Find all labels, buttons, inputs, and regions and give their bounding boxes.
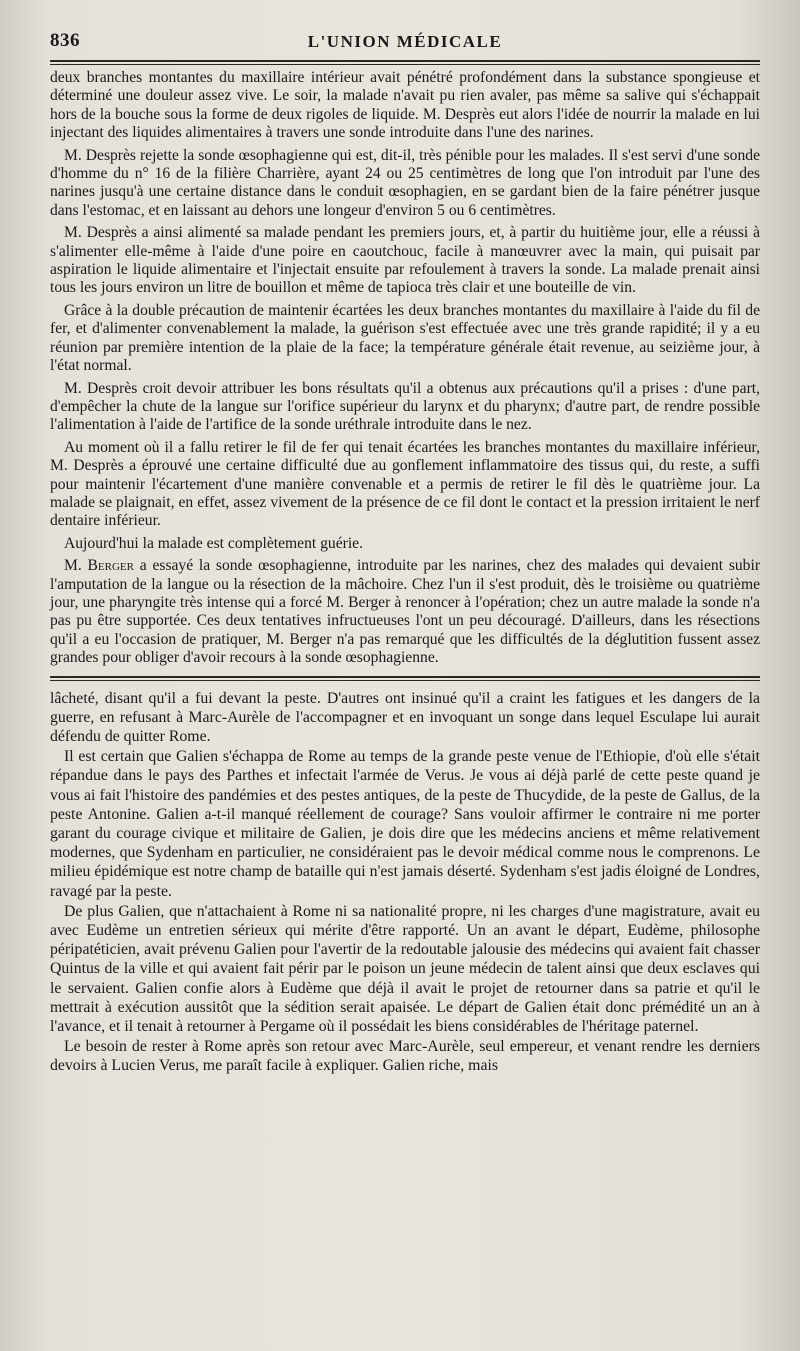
- page-number: 836: [50, 30, 80, 51]
- paragraph: M. Desprès rejette la sonde œsophagienne qui est, dit-il, très pénible pour les malades. Il s'est servi d'une sonde d'homme du n° 16 de la filière Charrière, ayant 24 ou 25 centimètres de long que l'on introduit par l'une des narines jusqu'à une certaine distance dans le conduit œsophagien, en se gardant bien de la faire pénétrer jusque dans l'estomac, et en laissant au dehors une longeur d'environ 5 ou 6 centimètres.: [50, 146, 760, 219]
- header-rule: [50, 60, 760, 65]
- paragraph: Grâce à la double précaution de maintenir écartées les deux branches montantes du maxillaire à l'aide du fil de fer, et d'alimenter convenablement la malade, la guérison s'est effectuée avec une très grande rapidité; il y a eu réunion par première intention de la plaie de la face; la température générale était revenue, au seizième jour, à l'état normal.: [50, 301, 760, 375]
- paragraph: Il est certain que Galien s'échappa de Rome au temps de la grande peste venue de l'Ethiopie, d'où elle s'était répandue dans le pays des Parthes et infectait l'armée de Verus. Je vous ai déjà parlé de cette peste quand je vous ai fait l'histoire des pandémies et des pestes antiques, de la peste de Thucydide, de la peste de Gallus, de la peste Antonine. Galien a-t-il manqué réellement de courage? Sans vouloir affirmer le contraire ni me porter garant du courage civique et militaire de Galien, je dois dire que les médecins anciens et même relativement modernes, que Sydenham en particulier, ne considéraient pas le devoir médical comme nous le comprenons. Le milieu épidémique est notre champ de bataille qui n'est jamais déserté. Sydenham s'est jadis éloigné de Londres, ravagé par la peste.: [50, 748, 760, 900]
- paragraph: lâcheté, disant qu'il a fui devant la peste. D'autres ont insinué qu'il a craint les fatigues et les dangers de la guerre, en refusant à Marc-Aurèle de l'accompagner et en invoquant un songe dans lequel Esculape lui aurait défendu de quitter Rome.: [50, 689, 760, 745]
- paragraph: M. Desprès croit devoir attribuer les bons résultats qu'il a obtenus aux précautions qu'il a prises : d'une part, d'empêcher la chute de la langue sur l'orifice supérieur du larynx et du pharynx; d'autre part, de rendre possible l'alimentation à l'aide de l'artifice de la sonde uréthrale introduite dans le nez.: [50, 379, 760, 434]
- paragraph: Le besoin de rester à Rome après son retour avec Marc-Aurèle, seul empereur, et venant rendre les derniers devoirs à Lucien Verus, me paraît facile à expliquer. Galien riche, mais: [50, 1038, 760, 1075]
- paragraph: Au moment où il a fallu retirer le fil de fer qui tenait écartées les branches montantes du maxillaire inférieur, M. Desprès a éprouvé une certaine difficulté due au gonflement inflammatoire des tissus qui, du reste, a suffi pour maintenir l'écartement d'une manière convenable et a permis de retirer le fil dès le quatrième jour. La malade se plaignait, en effet, assez vivement de la présence de ce fil dont le contact et la pression irritaient le nerf dentaire inférieur.: [50, 438, 760, 530]
- page-header: [50, 22, 760, 58]
- paragraph: De plus Galien, que n'attachaient à Rome ni sa nationalité propre, ni les charges d'une magistrature, avait eu avec Eudème un entretien sérieux qui mérite d'être rapporté. Un an avant le départ, Eudème, philosophe péripatéticien, avait prévenu Galien pour l'avertir de la redoutable jalousie des médecins qui avaient fait chasser Quintus de la ville et qui avaient fait périr par le poison un jeune médecin de talent ainsi que deux esclaves qui le servaient. Galien confie alors à Eudème que déjà il avait le projet de retourner dans sa patrie et qu'il le mettrait à exécution aussitôt que la sédition serait apaisée. Le départ de Galien était donc prémédité un an à l'avance, et il tenait à retourner à Pergame où il possédait les biens considérables de l'héritage paternel.: [50, 902, 760, 1036]
- running-title: L'UNION MÉDICALE: [307, 32, 503, 51]
- section-separator-rule: [50, 676, 760, 681]
- paragraph: deux branches montantes du maxillaire intérieur avait pénétré profondément dans la substance spongieuse et déterminé une douleur assez vive. Le soir, la malade n'avait pu rien avaler, pas même sa salive qui s'échappait hors de la bouche sous la forme de deux rigoles de liquide. M. Desprès eut alors l'idée de nourrir la malade en lui injectant des liquides alimentaires à travers une sonde introduite dans l'une des narines.: [50, 69, 760, 142]
- feuilleton-section: [50, 689, 760, 1076]
- speaker-name: M. Berger: [64, 557, 134, 575]
- society-report-section: [50, 69, 760, 668]
- paragraph: [50, 557, 760, 667]
- paragraph-body: a essayé la sonde œsophagienne, introduite par les narines, chez des malades qui devaient subir l'amputation de la langue ou la résection de la mâchoire. Chez l'un il s'est produit, dès le troisième ou quatrième jour, une pharyngite très intense qui a forcé M. Berger à renoncer à l'opération; chez un autre malade la sonde n'a pas pu être supportée. Ces deux tentatives infructueuses l'ont un peu découragé. D'ailleurs, dans les résections qu'il a eu l'occasion de pratiquer, M. Berger n'a pas remarqué que les difficultés de la déglutition fussent assez grandes pour obliger d'avoir recours à la sonde œsophagienne.: [50, 557, 761, 667]
- paragraph: M. Desprès a ainsi alimenté sa malade pendant les premiers jours, et, à partir du huitième jour, elle a réussi à s'alimenter elle-même à l'aide d'une poire en caoutchouc, facile à manœuvrer avec la main, qui puisait par aspiration le liquide alimentaire et l'injectait ensuite par refoulement à travers la sonde. La malade prenait ainsi tous les jours environ un litre de bouillon et même de tapioca très clair et une bouteille de vin.: [50, 224, 760, 297]
- paragraph: Aujourd'hui la malade est complètement guérie.: [64, 534, 363, 552]
